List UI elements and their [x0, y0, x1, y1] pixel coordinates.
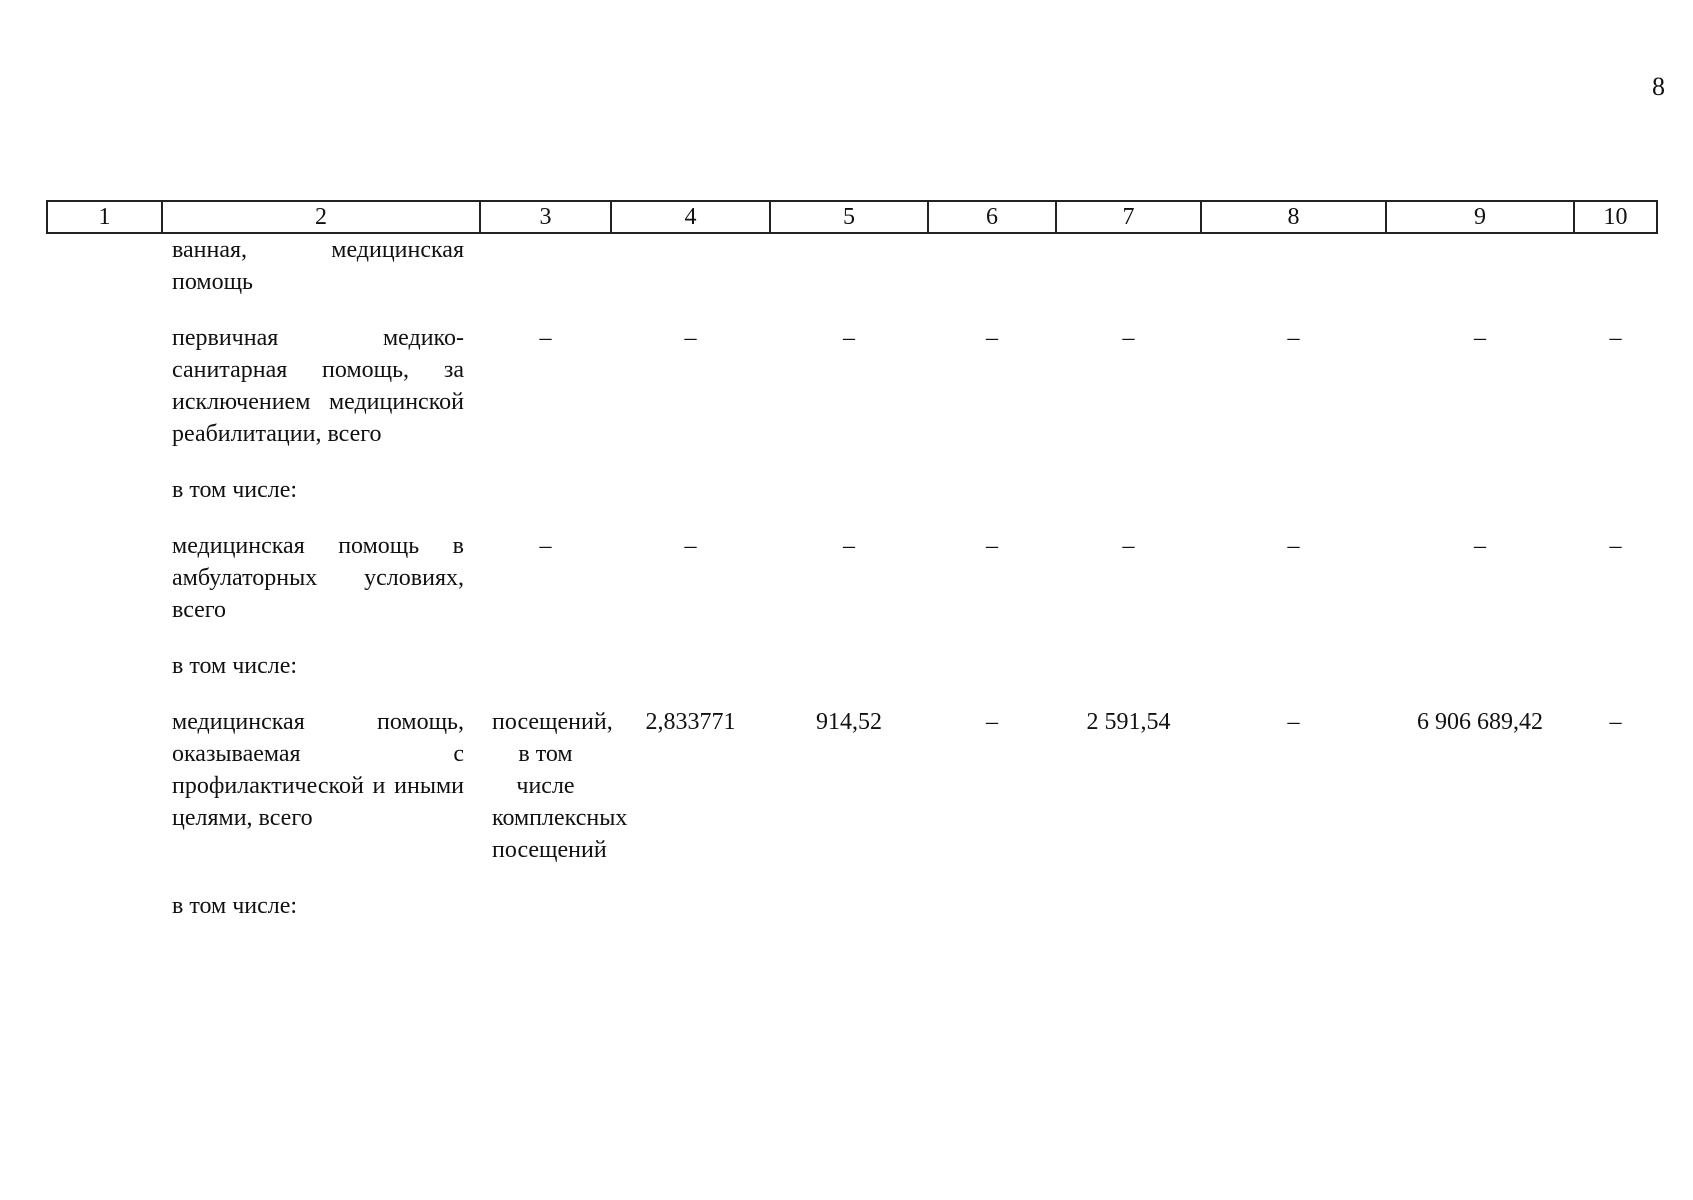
row-cell-5: – — [843, 533, 855, 559]
row-unit — [480, 890, 611, 922]
row-label: медицинская помощь в амбулаторных условиях, всего — [172, 533, 464, 623]
row-cell-10: – — [1609, 325, 1622, 351]
row-cell-5 — [770, 650, 928, 682]
row-cell-9: – — [1474, 533, 1486, 559]
row-cell-9 — [1386, 650, 1574, 682]
data-table-container — [46, 200, 1656, 922]
table-row — [47, 322, 1657, 450]
row-unit — [480, 650, 611, 682]
row-unit: – — [539, 533, 552, 559]
row-cell-8 — [1201, 233, 1386, 298]
row-cell-10 — [1574, 890, 1657, 922]
header-cell-7: 7 — [1056, 201, 1201, 233]
row-cell-10 — [1574, 474, 1657, 506]
row-cell-9: – — [1474, 325, 1486, 351]
header-cell-8: 8 — [1201, 201, 1386, 233]
row-cell-8: – — [1287, 533, 1300, 559]
row-cell-4 — [611, 650, 770, 682]
row-cell-4 — [611, 474, 770, 506]
header-cell-2: 2 — [162, 201, 480, 233]
table-row — [47, 706, 1657, 866]
row-cell-9 — [1386, 233, 1574, 298]
row-cell-10: – — [1609, 709, 1622, 735]
row-label: в том числе: — [172, 477, 298, 503]
row-cell-6: – — [986, 709, 998, 735]
column-number-header — [47, 201, 1657, 233]
page-number: 8 — [1652, 72, 1665, 101]
table-body — [47, 233, 1657, 922]
row-cell-5: 914,52 — [816, 709, 882, 735]
row-cell-7 — [1056, 233, 1201, 298]
table-row — [47, 474, 1657, 506]
row-cell-7 — [1056, 650, 1201, 682]
row-cell-6 — [928, 890, 1056, 922]
row-cell-6 — [928, 233, 1056, 298]
header-cell-9: 9 — [1386, 201, 1574, 233]
row-cell-10: – — [1609, 533, 1622, 559]
row-cell-9 — [1386, 474, 1574, 506]
row-cell-6: – — [986, 533, 998, 559]
header-cell-3: 3 — [480, 201, 611, 233]
header-cell-1: 1 — [47, 201, 162, 233]
row-cell-6 — [928, 650, 1056, 682]
row-cell-7: – — [1122, 325, 1135, 351]
row-cell-8 — [1201, 474, 1386, 506]
row-cell-8: – — [1287, 709, 1300, 735]
row-unit — [480, 233, 611, 298]
row-cell-10 — [1574, 650, 1657, 682]
row-cell-9 — [1386, 890, 1574, 922]
row-cell-6: – — [986, 325, 998, 351]
row-label: медицинская помощь, оказываемая с профилактической и иными целями, всего — [172, 709, 464, 831]
row-cell-4: – — [684, 533, 697, 559]
header-row — [47, 201, 1657, 233]
row-cell-4: 2,833771 — [645, 709, 736, 735]
header-cell-4: 4 — [611, 201, 770, 233]
table-row — [47, 650, 1657, 682]
table-row — [47, 530, 1657, 626]
row-cell-7 — [1056, 890, 1201, 922]
row-label: первичная медико-санитарная помощь, за исключением медицинской реабилитации, всего — [172, 325, 464, 447]
row-cell-9: 6 906 689,42 — [1417, 709, 1543, 735]
row-unit: – — [539, 325, 552, 351]
table-row — [47, 233, 1657, 298]
row-cell-4 — [611, 890, 770, 922]
row-cell-5 — [770, 474, 928, 506]
header-cell-6: 6 — [928, 201, 1056, 233]
row-cell-7: – — [1122, 533, 1135, 559]
table-row — [47, 890, 1657, 922]
row-cell-8: – — [1287, 325, 1300, 351]
row-cell-7: 2 591,54 — [1086, 709, 1171, 735]
header-cell-10: 10 — [1574, 201, 1657, 233]
data-table — [46, 200, 1658, 922]
row-cell-4: – — [684, 325, 697, 351]
row-label: в том числе: — [172, 653, 298, 679]
row-cell-6 — [928, 474, 1056, 506]
row-cell-5 — [770, 890, 928, 922]
row-cell-8 — [1201, 890, 1386, 922]
row-cell-4 — [611, 233, 770, 298]
row-cell-5 — [770, 233, 928, 298]
row-cell-8 — [1201, 650, 1386, 682]
row-label: в том числе: — [172, 893, 298, 919]
row-label: ванная, медицинская помощь — [172, 237, 464, 295]
row-cell-7 — [1056, 474, 1201, 506]
row-cell-5: – — [843, 325, 855, 351]
row-unit: посещений, в том числе комплексных посещений — [492, 709, 628, 863]
row-unit — [480, 474, 611, 506]
header-cell-5: 5 — [770, 201, 928, 233]
row-cell-10 — [1574, 233, 1657, 298]
